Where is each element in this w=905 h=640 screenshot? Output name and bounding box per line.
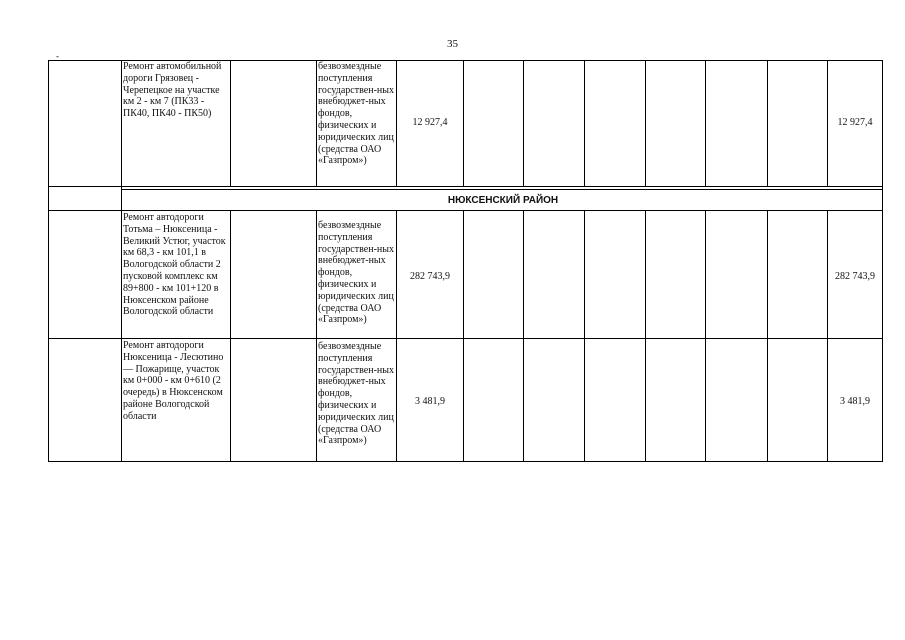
margin-dash: - <box>56 51 59 61</box>
column-divider <box>316 60 317 462</box>
row-divider <box>48 338 883 339</box>
budget-table <box>48 60 883 462</box>
column-divider <box>523 60 524 462</box>
page-number: 35 <box>447 38 458 50</box>
row-1-name: Ремонт автомобильной дороги Грязовец - Черепецкое на участке км 2 - км 7 (ПК33 - ПК40, ПК40 - ПК50) <box>123 61 222 120</box>
column-divider <box>584 60 585 462</box>
table-border-right <box>882 60 883 462</box>
row-divider <box>48 210 883 211</box>
column-divider <box>463 60 464 462</box>
district-band-inner-line <box>122 189 882 190</box>
row-2-source: безвозмездные поступления государствен-ных внебюджет-ных фондов, физических и юридических лиц (средства ОАО «Газпром») <box>318 220 394 326</box>
table-border-left <box>48 60 49 462</box>
row-3-source: безвозмездные поступления государствен-ных внебюджет-ных фондов, физических и юридических лиц (средства ОАО «Газпром») <box>318 341 394 447</box>
column-divider <box>230 60 231 462</box>
table-border-bottom <box>48 461 883 462</box>
column-divider <box>705 60 706 462</box>
column-divider <box>767 60 768 462</box>
district-band-top <box>122 186 882 187</box>
row-1-total: 12 927,4 <box>837 117 873 128</box>
row-3-amount: 3 481,9 <box>415 396 445 407</box>
row-3-name: Ремонт автодороги Нюксеница - Лесютино — Пожарище, участок км 0+000 - км 0+610 (2 очередь) в Нюксенском районе Вологодской области <box>123 340 224 422</box>
column-divider <box>645 60 646 462</box>
row-2-name: Ремонт автодороги Тотьма – Нюксеница - Великий Устюг, участок км 68,3 - км 101,1 в Вологодской области 2 пусковой комплекс км 89+800 - км 101+120 в Нюксенском районе Вологодской области <box>123 212 226 318</box>
row-2-total: 282 743,9 <box>835 271 875 282</box>
row-1-source: безвозмездные поступления государствен-ных внебюджет-ных фондов, физических и юридических лиц (средства ОАО «Газпром») <box>318 61 394 167</box>
row-2-amount: 282 743,9 <box>410 271 450 282</box>
column-divider <box>121 60 122 462</box>
row-1-amount: 12 927,4 <box>412 117 448 128</box>
district-header: НЮКСЕНСКИЙ РАЙОН <box>447 195 559 206</box>
row-3-total: 3 481,9 <box>840 396 870 407</box>
